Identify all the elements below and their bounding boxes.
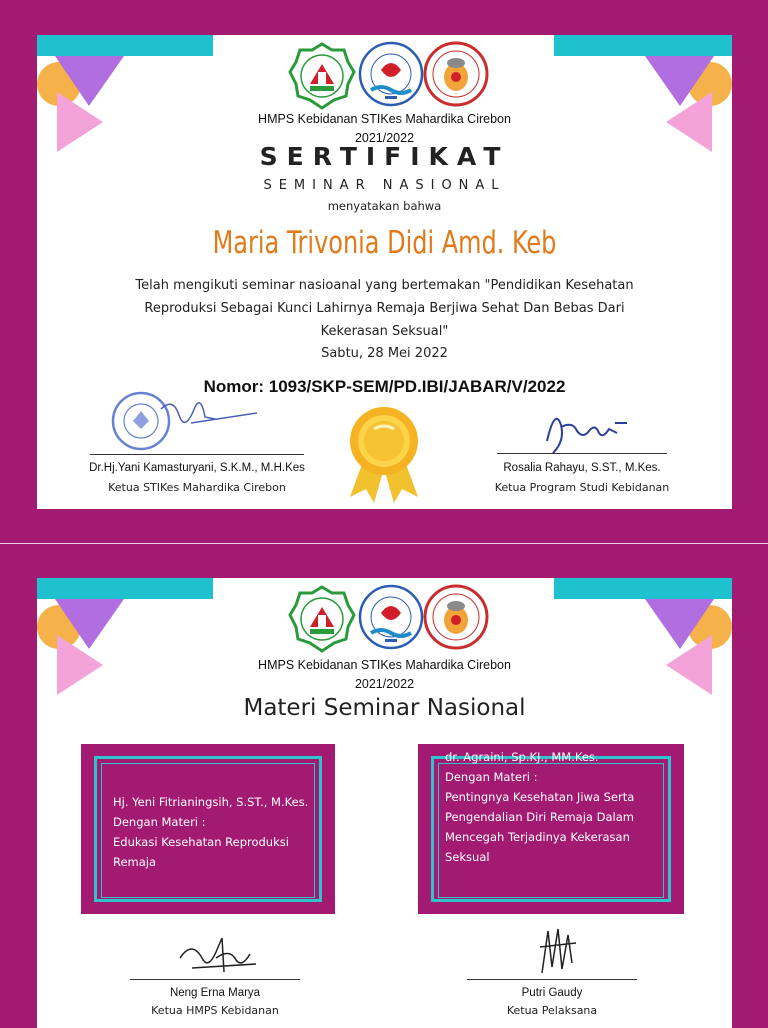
award-ribbon-icon	[344, 405, 424, 503]
signature-right	[537, 401, 637, 459]
materi-card	[37, 578, 732, 1028]
speaker-1-label: Dengan Materi :	[113, 815, 206, 829]
signature-line-left	[90, 454, 304, 455]
recipient-name: Maria Trivonia Didi Amd. Keb	[212, 225, 557, 261]
speaker-2-text	[445, 747, 681, 867]
speaker-2-label: Dengan Materi :	[445, 770, 538, 784]
signature-left	[172, 928, 262, 980]
signatory-left-role: Ketua STIKes Mahardika Cirebon	[108, 481, 286, 494]
signature-right	[532, 923, 582, 981]
signature-line-left	[130, 979, 300, 980]
speaker-2-name: dr. Agraini, Sp.KJ., MM.Kes.	[445, 750, 599, 764]
declares-text: menyatakan bahwa	[327, 199, 442, 213]
signatory-right-role: Ketua Pelaksana	[506, 1004, 598, 1017]
body-line-2: Reproduksi Sebagai Kunci Lahirnya Remaja Berjiwa Sehat Dan Bebas Dari	[144, 301, 625, 316]
hmps-kebidanan-logo	[357, 583, 425, 651]
teal-bar-right	[554, 35, 732, 56]
ikatan-bidan-indonesia-logo	[423, 41, 489, 107]
hmps-kebidanan-logo	[357, 40, 425, 108]
body-line-1: Telah mengikuti seminar nasioanal yang bertemakan "Pendidikan Kesehatan	[135, 278, 634, 293]
body-line-3: Kekerasan Seksual"	[320, 324, 449, 339]
academic-year: 2021/2022	[354, 131, 415, 145]
speaker-2-topic-line-1: Pentingnya Kesehatan Jiwa Serta	[445, 790, 635, 804]
speaker-1-name: Hj. Yeni Fitrianingsih, S.ST., M.Kes.	[113, 795, 309, 809]
certificate-card	[37, 35, 732, 509]
certificate-subtitle: SEMINAR NASIONAL	[263, 178, 506, 193]
certificate-title: SERTIFIKAT	[259, 142, 510, 171]
signatory-left-name: Dr.Hj.Yani Kamasturyani, S.K.M., M.H.Kes	[89, 462, 305, 474]
teal-bar-left	[37, 578, 213, 599]
signatory-right-role: Ketua Program Studi Kebidanan	[494, 481, 670, 494]
signature-line-right	[497, 453, 667, 454]
speaker-box-2	[418, 744, 684, 914]
organizer-name: HMPS Kebidanan STIKes Mahardika Cirebon	[258, 112, 511, 126]
academic-year: 2021/2022	[354, 677, 415, 691]
signatory-left-name: Neng Erna Marya	[169, 987, 261, 999]
signatory-left-role: Ketua HMPS Kebidanan	[151, 1004, 279, 1017]
speaker-2-topic-line-2: Pengendalian Diri Remaja Dalam	[445, 810, 634, 824]
speaker-box-1	[81, 744, 335, 914]
signatory-right-name: Rosalia Rahayu, S.ST., M.Kes.	[503, 462, 661, 474]
stikes-mahardika-logo	[288, 585, 356, 653]
card-separator	[0, 543, 768, 544]
signature-line-right	[467, 979, 637, 980]
stikes-mahardika-logo	[288, 42, 356, 110]
signatory-right-name: Putri Gaudy	[521, 987, 583, 999]
organizer-name: HMPS Kebidanan STIKes Mahardika Cirebon	[258, 658, 511, 672]
materi-title: Materi Seminar Nasional	[243, 695, 526, 721]
speaker-1-topic-line-1: Edukasi Kesehatan Reproduksi	[113, 835, 289, 849]
speaker-2-topic-line-3: Mencegah Terjadinya Kekerasan	[445, 830, 630, 844]
certificate-number: Nomor: 1093/SKP-SEM/PD.IBI/JABAR/V/2022	[203, 377, 566, 396]
teal-bar-left	[37, 35, 213, 56]
speaker-1-text	[113, 792, 323, 872]
speaker-1-topic-line-2: Remaja	[113, 855, 157, 869]
teal-bar-right	[554, 578, 732, 599]
speaker-2-topic-line-4: Seksual	[445, 850, 490, 864]
seminar-date: Sabtu, 28 Mei 2022	[321, 346, 448, 361]
ikatan-bidan-indonesia-logo	[423, 584, 489, 650]
stamp-and-signature-left	[107, 389, 277, 453]
